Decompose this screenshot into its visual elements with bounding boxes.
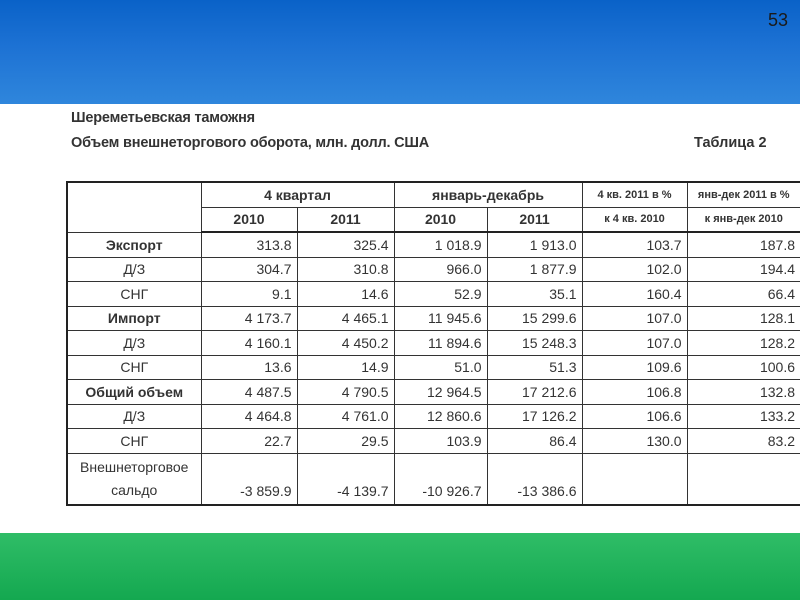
table-row: [67, 380, 800, 405]
value-cell: 1 913.0: [487, 232, 582, 257]
trade-volume-table: [66, 181, 800, 506]
saldo-value-cell: [687, 453, 800, 505]
ratio-q4-header-line2: к 4 кв. 2010: [582, 207, 687, 232]
value-cell: 160.4: [582, 282, 687, 307]
value-cell: 86.4: [487, 429, 582, 454]
saldo-value-cell: -10 926.7: [394, 453, 487, 505]
value-cell: 4 487.5: [201, 380, 297, 405]
year-header: 2010: [394, 207, 487, 232]
row-subcategory-label: СНГ: [67, 355, 201, 380]
row-category-label: Общий объем: [67, 380, 201, 405]
ratio-q4-header-line1: 4 кв. 2011 в %: [582, 182, 687, 207]
table-row: [67, 331, 800, 356]
saldo-label-line2: сальдо: [111, 481, 158, 498]
table-body: [67, 232, 800, 505]
value-cell: 11 945.6: [394, 306, 487, 331]
group-header-jan-dec: январь-декабрь: [394, 182, 582, 207]
ratio-jd-header-line1: янв-дек 2011 в %: [687, 182, 800, 207]
row-subcategory-label: Д/З: [67, 331, 201, 356]
row-category-label: Экспорт: [67, 232, 201, 257]
value-cell: 83.2: [687, 429, 800, 454]
value-cell: 4 450.2: [297, 331, 394, 356]
value-cell: 29.5: [297, 429, 394, 454]
value-cell: 14.6: [297, 282, 394, 307]
value-cell: 9.1: [201, 282, 297, 307]
value-cell: 107.0: [582, 306, 687, 331]
value-cell: 102.0: [582, 257, 687, 282]
year-header: 2011: [297, 207, 394, 232]
table-row: [67, 429, 800, 454]
saldo-label-line1: Внешнеторговое: [80, 458, 189, 475]
value-cell: 1 877.9: [487, 257, 582, 282]
table-row-saldo: [67, 453, 800, 505]
bottom-banner: [0, 533, 800, 600]
value-cell: 310.8: [297, 257, 394, 282]
value-cell: 12 964.5: [394, 380, 487, 405]
table-row: [67, 232, 800, 257]
slide-content: [66, 104, 800, 533]
value-cell: 304.7: [201, 257, 297, 282]
value-cell: 128.1: [687, 306, 800, 331]
value-cell: 17 212.6: [487, 380, 582, 405]
value-cell: 187.8: [687, 232, 800, 257]
value-cell: 11 894.6: [394, 331, 487, 356]
customs-title: Шереметьевская таможня: [71, 110, 255, 126]
value-cell: 4 790.5: [297, 380, 394, 405]
value-cell: 966.0: [394, 257, 487, 282]
value-cell: 103.9: [394, 429, 487, 454]
value-cell: 52.9: [394, 282, 487, 307]
ratio-jd-header-line2: к янв-дек 2010: [687, 207, 800, 232]
saldo-value-cell: -13 386.6: [487, 453, 582, 505]
table-number-label: Таблица 2: [694, 135, 767, 151]
value-cell: 313.8: [201, 232, 297, 257]
value-cell: 66.4: [687, 282, 800, 307]
row-category-label: Импорт: [67, 306, 201, 331]
value-cell: 35.1: [487, 282, 582, 307]
table-row: [67, 282, 800, 307]
value-cell: 51.3: [487, 355, 582, 380]
year-header: 2011: [487, 207, 582, 232]
slide-number: 53: [767, 10, 788, 30]
value-cell: 4 173.7: [201, 306, 297, 331]
value-cell: 12 860.6: [394, 404, 487, 429]
value-cell: 51.0: [394, 355, 487, 380]
saldo-value-cell: [582, 453, 687, 505]
group-header-q4: 4 квартал: [201, 182, 394, 207]
value-cell: 130.0: [582, 429, 687, 454]
row-subcategory-label: СНГ: [67, 429, 201, 454]
row-subcategory-label: Д/З: [67, 404, 201, 429]
value-cell: 132.8: [687, 380, 800, 405]
saldo-label: [67, 453, 201, 505]
value-cell: 106.8: [582, 380, 687, 405]
value-cell: 1 018.9: [394, 232, 487, 257]
value-cell: 106.6: [582, 404, 687, 429]
value-cell: 15 299.6: [487, 306, 582, 331]
row-subcategory-label: СНГ: [67, 282, 201, 307]
value-cell: 133.2: [687, 404, 800, 429]
saldo-value-cell: -3 859.9: [201, 453, 297, 505]
value-cell: 14.9: [297, 355, 394, 380]
saldo-value-cell: -4 139.7: [297, 453, 394, 505]
value-cell: 100.6: [687, 355, 800, 380]
value-cell: 109.6: [582, 355, 687, 380]
value-cell: 194.4: [687, 257, 800, 282]
table-row: [67, 404, 800, 429]
table-row: [67, 306, 800, 331]
row-subcategory-label: Д/З: [67, 257, 201, 282]
value-cell: 4 761.0: [297, 404, 394, 429]
value-cell: 107.0: [582, 331, 687, 356]
year-header: 2010: [201, 207, 297, 232]
table-row: [67, 355, 800, 380]
value-cell: 4 160.1: [201, 331, 297, 356]
value-cell: 325.4: [297, 232, 394, 257]
value-cell: 103.7: [582, 232, 687, 257]
value-cell: 15 248.3: [487, 331, 582, 356]
corner-cell: [67, 182, 201, 232]
value-cell: 4 465.1: [297, 306, 394, 331]
value-cell: 4 464.8: [201, 404, 297, 429]
top-banner: [0, 0, 800, 104]
value-cell: 128.2: [687, 331, 800, 356]
value-cell: 13.6: [201, 355, 297, 380]
table-subtitle: Объем внешнеторгового оборота, млн. долл. США: [71, 135, 430, 151]
value-cell: 17 126.2: [487, 404, 582, 429]
value-cell: 22.7: [201, 429, 297, 454]
table-row: [67, 257, 800, 282]
